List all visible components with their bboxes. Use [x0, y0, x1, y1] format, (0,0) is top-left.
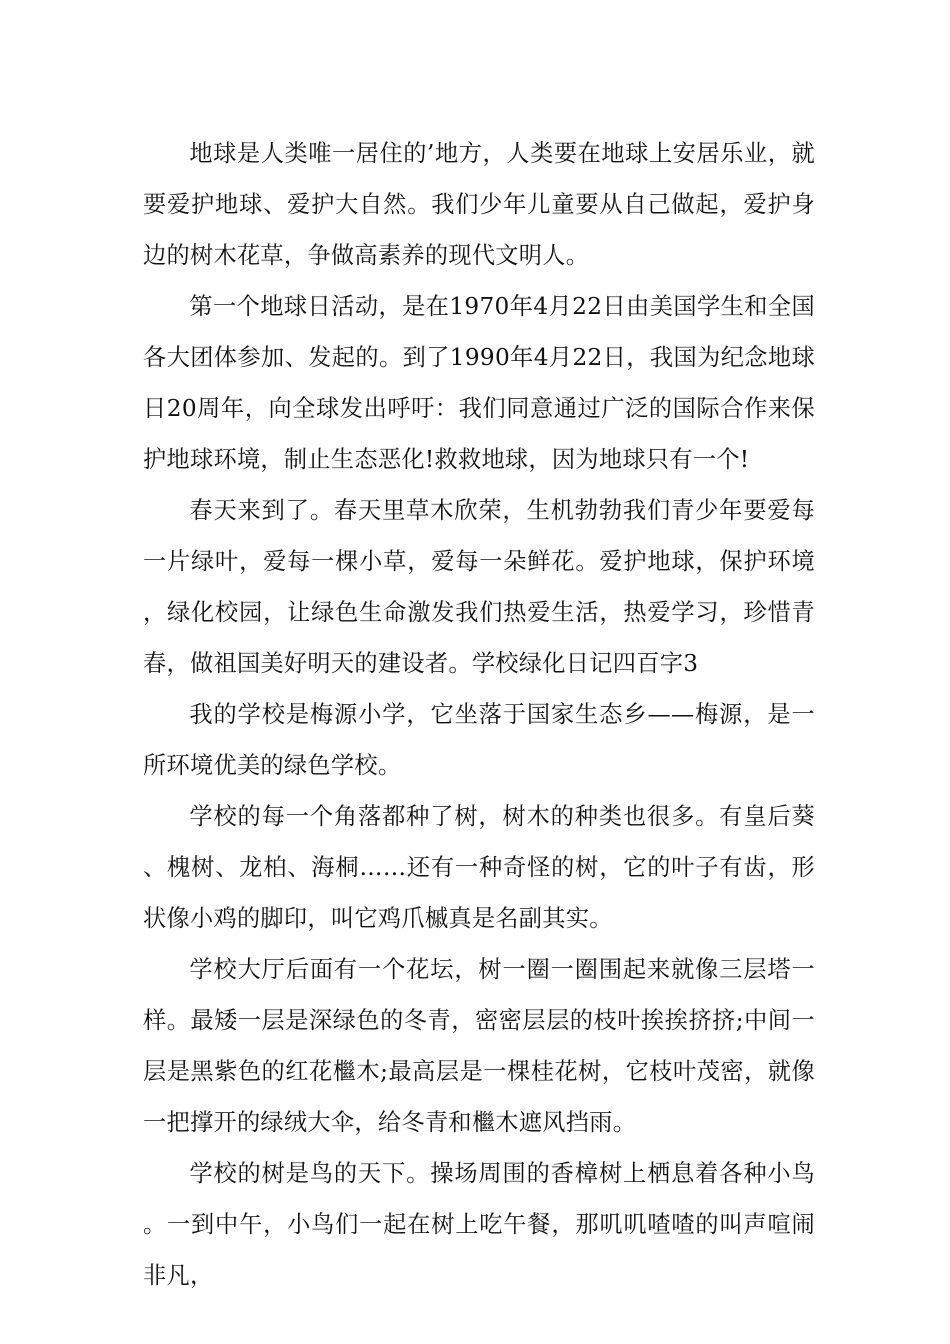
paragraph-spring: 春天来到了。春天里草木欣荣，生机勃勃我们青少年要爱每一片绿叶，爱每一棵小草，爱每一朵鲜花。爱护地球，保护环境，绿化校园，让绿色生命激发我们热爱生活，热爱学习，珍惜青春，做祖国美好明天的建设者。学校绿化日记四百字3 — [143, 497, 815, 677]
paragraph-earth-day: 第一个地球日活动，是在1970年4月22日由美国学生和全国各大团体参加、发起的。到了1990年4月22日，我国为纪念地球日20周年，向全球发出呼吁：我们同意通过广泛的国际合作来保护地球环境，制止生态恶化!救救地球，因为地球只有一个! — [143, 293, 815, 473]
paragraph-earth-home: 地球是人类唯一居住的’地方，人类要在地球上安居乐业，就要爱护地球、爱护大自然。我们少年儿童要从自己做起，爱护身边的树木花草，争做高素养的现代文明人。 — [143, 140, 815, 269]
paragraph-birds: 学校的树是鸟的天下。操场周围的香樟树上栖息着各种小鸟。一到中午，小鸟们一起在树上吃午餐，那叽叽喳喳的叫声喧闹非凡， — [143, 1160, 815, 1289]
paragraph-flower-bed: 学校大厅后面有一个花坛，树一圈一圈围起来就像三层塔一样。最矮一层是深绿色的冬青，密密层层的枝叶挨挨挤挤;中间一层是黑紫色的红花檵木;最高层是一棵桂花树，它枝叶茂密，就像一把撑开的绿绒大伞，给冬青和檵木遮风挡雨。 — [143, 956, 815, 1136]
document-body — [143, 128, 815, 1301]
paragraph-school-intro: 我的学校是梅源小学，它坐落于国家生态乡——梅源，是一所环境优美的绿色学校。 — [143, 701, 815, 779]
paragraph-tree-types: 学校的每一个角落都种了树，树木的种类也很多。有皇后葵、槐树、龙柏、海桐……还有一种奇怪的树，它的叶子有齿，形状像小鸡的脚印，叫它鸡爪槭真是名副其实。 — [143, 803, 815, 932]
